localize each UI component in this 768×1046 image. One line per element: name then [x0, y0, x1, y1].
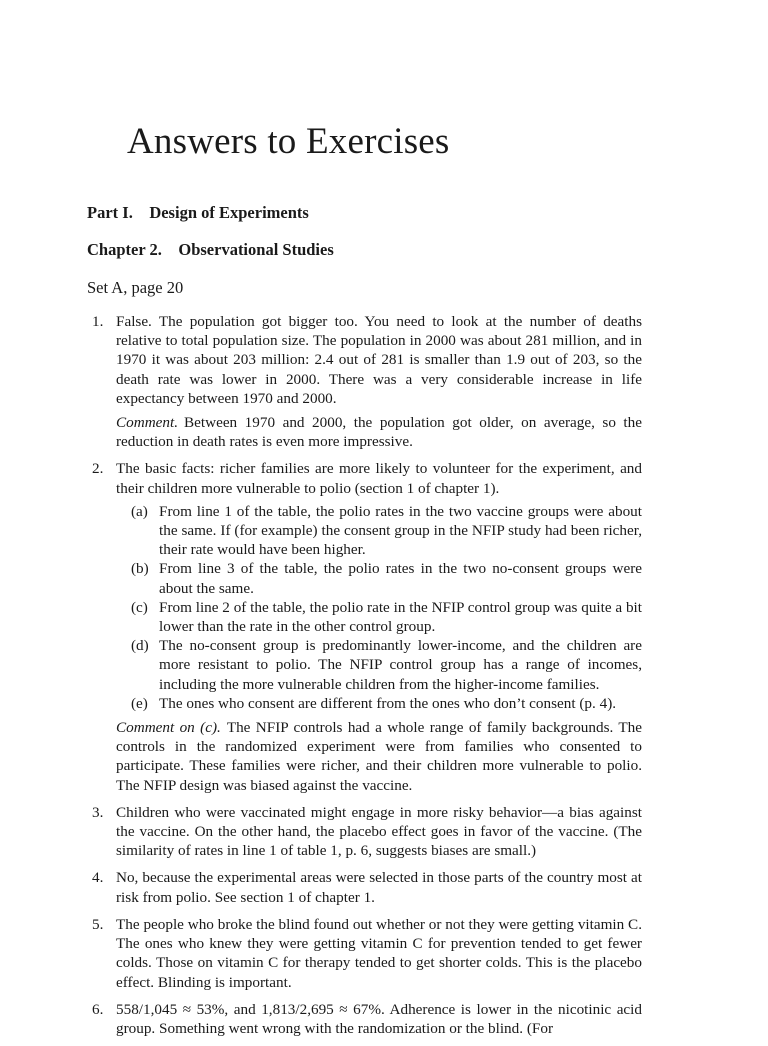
sub-answer-item [131, 598, 642, 636]
answer-number: 5. [92, 915, 104, 933]
answer-text: 558/1,045 ≈ 53%, and 1,813/2,695 ≈ 67%. Adherence is lower in the nicotinic acid group. Something went wrong with the randomization or the blind. (For [116, 1000, 642, 1037]
answer-text: The people who broke the blind found out whether or not they were getting vitamin C. The ones who knew they were getting vitamin C for prevention tended to get fewer colds. Those on vitamin C for therapy tended to get shorter colds. This is the placebo effect. Blinding is important. [116, 915, 642, 991]
answer-number: 4. [92, 869, 104, 887]
sub-answer-item [131, 694, 642, 713]
sub-answer-item [131, 636, 642, 694]
sub-answer-label: (e) [131, 694, 148, 712]
chapter-heading: Chapter 2. Observational Studies [87, 240, 334, 259]
sub-answer-list [116, 502, 642, 713]
sub-answer-text: From line 1 of the table, the polio rates in the two vaccine groups were about the same. If (for example) the consent group in the NFIP study had been richer, their rate would have been higher. [159, 502, 642, 559]
answer-item [92, 1000, 642, 1038]
sub-answer-text: The ones who consent are different from the ones who don’t consent (p. 4). [159, 694, 617, 712]
comment-text: Between 1970 and 2000, the population got older, on average, so the reduction in death rates is even more impressive. [116, 414, 642, 451]
answer-comment [116, 718, 642, 795]
answer-comment [116, 413, 642, 451]
sub-answer-label: (c) [131, 598, 148, 616]
answer-text: The basic facts: richer families are more likely to volunteer for the experiment, and their children more vulnerable to polio (section 1 of chapter 1). [116, 460, 642, 497]
sub-answer-item [131, 502, 642, 560]
sub-answer-label: (b) [131, 560, 149, 578]
sub-answer-label: (d) [131, 637, 149, 655]
answer-item [92, 312, 642, 451]
answer-number: 1. [92, 313, 104, 330]
comment-text: The NFIP controls had a whole range of family backgrounds. The controls in the randomized experiment were from families who consented to participate. These families were richer, and their children more vulnerable to polio. The NFIP design was biased against the vaccine. [116, 719, 642, 794]
part-heading: Part I. Design of Experiments [87, 203, 309, 222]
comment-label: Comment on (c). [116, 719, 221, 737]
answer-list [92, 312, 642, 1046]
comment-label: Comment. [116, 414, 179, 432]
answer-item [92, 803, 642, 861]
sub-answer-label: (a) [131, 502, 148, 520]
answer-text: False. The population got bigger too. You need to look at the number of deaths relative to total population size. The population in 2000 was about 281 million, and in 1970 it was about 203 million: 2.4 out of 281 is smaller than 1.9 out of 203, so the death rate was lower in 2000. There was a very considerable increase in life expectancy between 1970 and 2000. [116, 313, 642, 407]
answer-text: No, because the experimental areas were selected in those parts of the country most at risk from polio. See section 1 of chapter 1. [116, 869, 642, 906]
exercise-set-label: Set A, page 20 [87, 278, 184, 297]
answer-item [92, 868, 642, 906]
sub-answer-text: From line 2 of the table, the polio rate in the NFIP control group was quite a bit lower than the rate in the other control group. [159, 598, 642, 636]
sub-answer-item [131, 559, 642, 597]
answer-item [92, 459, 642, 794]
page-title: Answers to Exercises [127, 121, 450, 162]
sub-answer-text: From line 3 of the table, the polio rates in the two no-consent groups were about the same. [159, 560, 642, 597]
answer-number: 3. [92, 803, 104, 821]
answer-text: Children who were vaccinated might engage in more risky behavior—a bias against the vaccine. On the other hand, the placebo effect goes in favor of the vaccine. (The similarity of rates in line 1 of table 1, p. 6, suggests biases are small.) [116, 803, 642, 860]
answer-number: 2. [92, 460, 104, 478]
answer-item [92, 915, 642, 992]
answer-number: 6. [92, 1000, 104, 1018]
sub-answer-text: The no-consent group is predominantly lower-income, and the children are more resistant to polio. The NFIP control group has a range of incomes, including the more vulnerable children from the higher-income families. [159, 637, 642, 693]
